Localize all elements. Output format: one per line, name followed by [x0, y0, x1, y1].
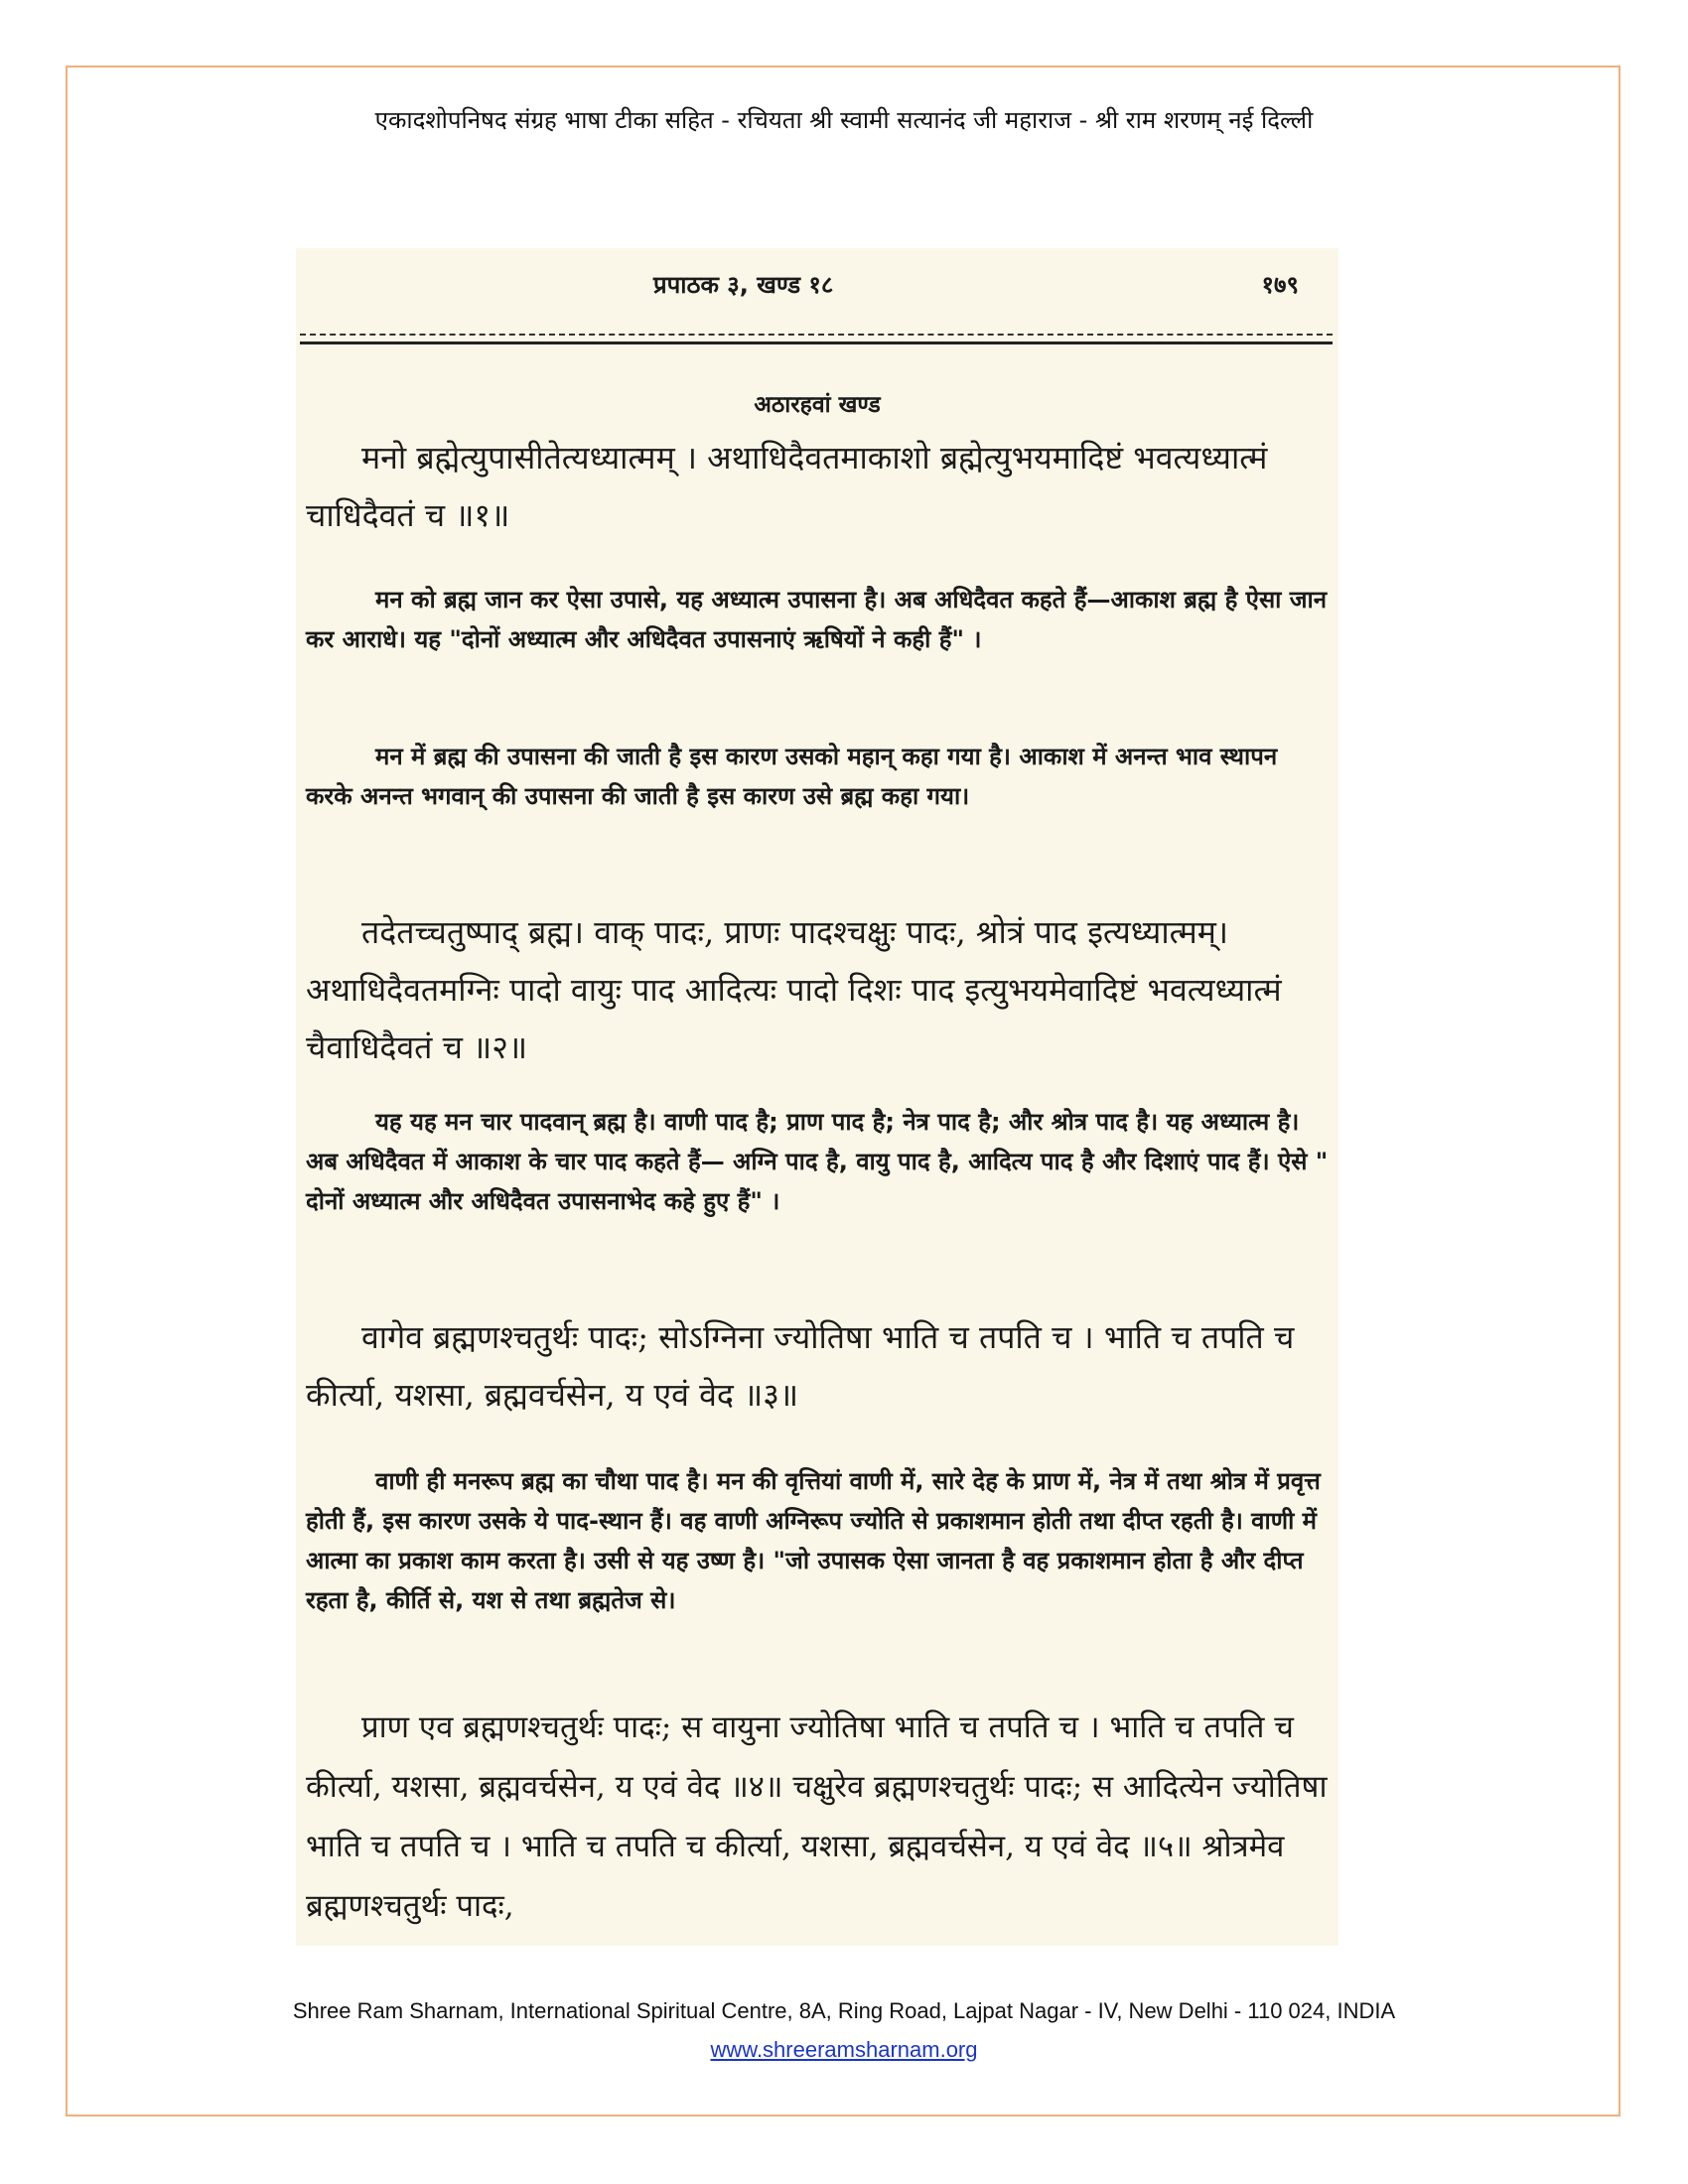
dotted-rule — [300, 334, 1333, 336]
verse-4-5: प्राण एव ब्रह्मणश्चतुर्थः पादः; स वायुना ज्योतिषा भाति च तपति च । भाति च तपति च कीर्त्या, यशसा, ब्रह्मवर्चसेन, य एवं वेद ॥४॥ चक्षुरेव ब्रह्मणश्चतुर्थः पादः; स आदित्येन ज्योतिषा भाति च तपति च । भाति च तपति च कीर्त्या, यशसा, ब्रह्मवर्चसेन, य एवं वेद ॥५॥ श्रोत्रमेव ब्रह्मणश्चतुर्थः पादः, — [306, 1709, 1328, 1924]
verse-2: तदेतच्चतुष्पाद् ब्रह्म। वाक् पादः, प्राणः पादश्चक्षुः पादः, श्रोत्रं पाद इत्यध्यात्मम्। अथाधिदैवतमग्निः पादो वायुः पाद आदित्यः पादो दिशः पाद इत्युभयमेवादिष्टं भवत्यध्यात्मं चैवाधिदैवतं च ॥२॥ — [306, 913, 1282, 1066]
verse-1: मनो ब्रह्मेत्युपासीतेत्यध्यात्मम् । अथाधिदैवतमाकाशो ब्रह्मेत्युभयमादिष्टं भवत्यध्यात्मं चाधिदैवतं च ॥१॥ — [306, 439, 1268, 534]
scanned-page — [296, 248, 1338, 1946]
commentary-2: यह यह मन चार पादवान् ब्रह्म है। वाणी पाद है; प्राण पाद है; नेत्र पाद है; और श्रोत्र पाद है। यह अध्यात्म है। अब अधिदैवत में आकाश के चार पाद कहते हैं— अग्नि पाद है, वायु पाद है, आदित्य पाद है और दिशाएं पाद हैं। ऐसे " दोनों अध्यात्म और अधिदैवत उपासनाभेद कहे हुए हैं" । — [306, 1108, 1329, 1215]
commentary-1b: मन में ब्रह्म की उपासना की जाती है इस कारण उसको महान् कहा गया है। आकाश में अनन्त भाव स्थापन करके अनन्त भगवान् की उपासना की जाती है इस कारण उसे ब्रह्म कहा गया। — [306, 743, 1278, 810]
verse-3: वागेव ब्रह्मणश्चतुर्थः पादः; सोऽग्निना ज्योतिषा भाति च तपति च । भाति च तपति च कीर्त्या, यशसा, ब्रह्मवर्चसेन, य एवं वेद ॥३॥ — [306, 1318, 1295, 1414]
document-header: एकादशोपनिषद संग्रह भाषा टीका सहित - रचियता श्री स्वामी सत्यानंद जी महाराज - श्री राम शरणम् नई दिल्ली — [374, 106, 1314, 134]
section-title: अठारहवां खण्ड — [754, 392, 881, 418]
commentary-3: वाणी ही मनरूप ब्रह्म का चौथा पाद है। मन की वृत्तियां वाणी में, सारे देह के प्राण में, नेत्र में तथा श्रोत्र में प्रवृत्त होती हैं, इस कारण उसके ये पाद-स्थान हैं। वह वाणी अग्निरूप ज्योति से प्रकाशमान होती तथा दीप्त रहती है। वाणी में आत्मा का प्रकाश काम करता है। उसी से यह उष्ण है। "जो उपासक ऐसा जानता है वह प्रकाशमान होता है और दीप्त रहता है, कीर्ति से, यश से तथा ब्रह्मतेज से। — [306, 1467, 1321, 1614]
running-head — [296, 268, 1338, 308]
footer-address: Shree Ram Sharnam, International Spiritual Centre, 8A, Ring Road, Lajpat Nagar - IV, New Delhi - 110 024, INDIA — [292, 1998, 1396, 2023]
commentary-1a: मन को ब्रह्म जान कर ऐसा उपासे, यह अध्यात्म उपासना है। अब अधिदैवत कहते हैं—आकाश ब्रह्म है ऐसा जान कर आराधे। यह "दोनों अध्यात्म और अधिदैवत उपासनाएं ऋषियों ने कही हैं" । — [306, 586, 1328, 653]
solid-rule — [300, 341, 1333, 344]
running-head-title: प्रपाठक ३, खण्ड १८ — [653, 271, 834, 299]
page-number: १७९ — [1261, 271, 1299, 299]
footer-link-container — [0, 2037, 1688, 2063]
website-link[interactable]: www.shreeramsharnam.org — [710, 2037, 978, 2062]
